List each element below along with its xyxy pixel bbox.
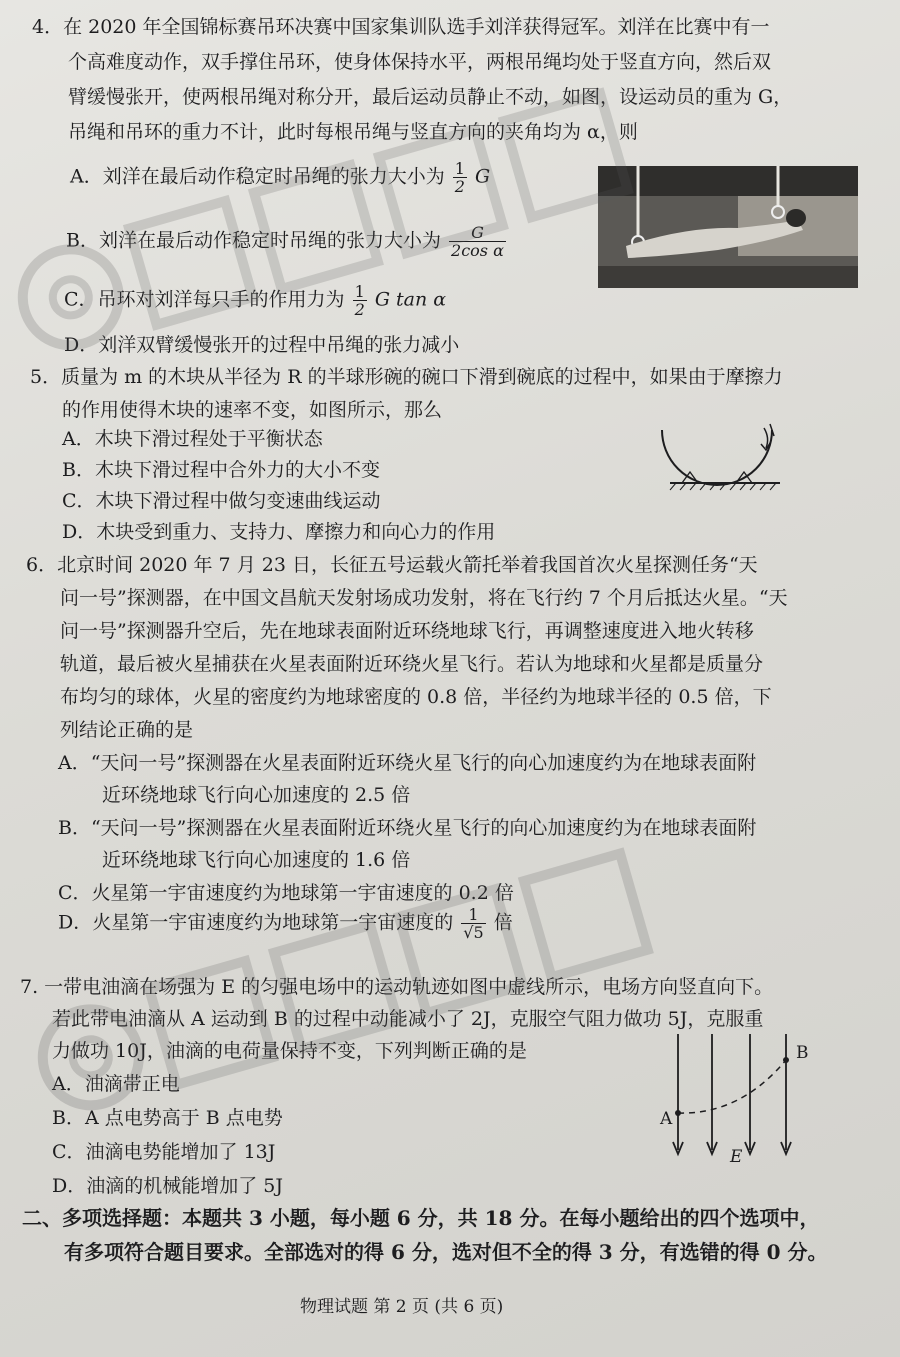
- q7-line-3: 力做功 10J，油滴的电荷量保持不变，下列判断正确的是: [52, 1040, 527, 1062]
- q6-line-3: 问一号”探测器升空后，先在地球表面附近环绕地球飞行，再调整速度进入地火转移: [60, 620, 754, 642]
- q5-line-2: 的作用使得木块的速率不变，如图所示，那么: [62, 399, 443, 421]
- bowl-diagram: [640, 410, 800, 500]
- q6-option-b-line-1: B．“天问一号”探测器在火星表面附近环绕火星飞行的向心加速度约为在地球表面附: [58, 817, 757, 839]
- point-a-label: A: [660, 1109, 673, 1129]
- q5-option-a: A．木块下滑过程处于平衡状态: [62, 428, 323, 450]
- q4-option-d: D．刘洋双臂缓慢张开的过程中吊绳的张力减小: [64, 334, 460, 356]
- q4-line-2: 个高难度动作，双手撑住吊环，使身体保持水平，两根吊绳均处于竖直方向，然后双: [68, 51, 772, 73]
- q7-line-1: 7. 一带电油滴在场强为 E 的匀强电场中的运动轨迹如图中虚线所示，电场方向竖直向下。: [20, 976, 774, 998]
- q4-line-4: 吊绳和吊环的重力不计，此时每根吊绳与竖直方向的夹角均为 α，则: [68, 121, 638, 143]
- q5-line-1: 5．质量为 m 的木块从半径为 R 的半球形碗的碗口下滑到碗底的过程中，如果由于摩擦力: [30, 366, 783, 388]
- q4-option-a-tail: G: [475, 165, 491, 188]
- frac-den: 2: [454, 177, 465, 196]
- q5-option-d: D．木块受到重力、支持力、摩擦力和向心力的作用: [62, 521, 496, 543]
- frac-den: 2cos α: [451, 241, 504, 260]
- section-2-line-1: 二、多项选择题：本题共 3 小题，每小题 6 分，共 18 分。在每小题给出的四个选项中，: [22, 1206, 820, 1230]
- frac-num: 1: [454, 159, 465, 178]
- q7-option-c: C．油滴电势能增加了 13J: [52, 1141, 276, 1163]
- frac-num: G: [449, 224, 506, 242]
- q6-line-2: 问一号”探测器，在中国文昌航天发射场成功发射，将在飞行约 7 个月后抵达火星。“天: [60, 587, 788, 609]
- q4-line-3: 臂缓慢张开，使两根吊绳对称分开，最后运动员静止不动，如图，设运动员的重为 G，: [68, 86, 793, 108]
- q7-line-2: 若此带电油滴从 A 运动到 B 的过程中动能减小了 2J，克服空气阻力做功 5J，克服重: [52, 1008, 764, 1030]
- q6-option-c: C．火星第一宇宙速度约为地球第一宇宙速度的 0.2 倍: [58, 882, 514, 904]
- q4-option-c-tail: G tan α: [374, 288, 447, 311]
- q6-option-a-line-1: A．“天问一号”探测器在火星表面附近环绕火星飞行的向心加速度约为在地球表面附: [58, 752, 757, 774]
- q6-line-1: 6．北京时间 2020 年 7 月 23 日，长征五号运载火箭托举着我国首次火星探测任务“天: [26, 554, 758, 576]
- q7-option-a: A．油滴带正电: [52, 1073, 180, 1095]
- q4-option-c-text: C．吊环对刘洋每只手的作用力为: [64, 288, 345, 311]
- q4-option-a-text: A．刘洋在最后动作稳定时吊绳的张力大小为: [70, 165, 445, 188]
- q7-option-b: B．A 点电势高于 B 点电势: [52, 1107, 283, 1129]
- page-footer: 物理试题 第 2 页 (共 6 页): [300, 1297, 504, 1317]
- q5-option-c: C．木块下滑过程中做匀变速曲线运动: [62, 490, 381, 512]
- point-b-label: B: [796, 1043, 809, 1063]
- q6-line-5: 布均匀的球体，火星的密度约为地球密度的 0.8 倍，半径约为地球半径的 0.5 倍，下: [60, 686, 772, 708]
- q7-option-d: D．油滴的机械能增加了 5J: [52, 1175, 283, 1197]
- q6-option-b-line-2: 近环绕地球飞行向心加速度的 1.6 倍: [102, 849, 411, 871]
- q6-option-a-line-2: 近环绕地球飞行向心加速度的 2.5 倍: [102, 784, 411, 806]
- q6-option-d-tail: 倍: [493, 911, 513, 934]
- q6-line-6: 列结论正确的是: [60, 719, 194, 741]
- frac-num: 1: [354, 282, 365, 301]
- q6-line-4: 轨道，最后被火星捕获在火星表面附近环绕火星飞行。若认为地球和火星都是质量分: [60, 653, 764, 675]
- frac-den: √5: [463, 923, 484, 942]
- frac-num: 1: [461, 906, 485, 924]
- q4-option-b-text: B．刘洋在最后动作稳定时吊绳的张力大小为: [66, 229, 441, 252]
- q4-line-1: 4．在 2020 年全国锦标赛吊环决赛中国家集训队选手刘洋获得冠军。刘洋在比赛中有一: [32, 16, 770, 38]
- q6-option-d-text: D．火星第一宇宙速度约为地球第一宇宙速度的: [58, 911, 454, 934]
- frac-den: 2: [354, 300, 365, 319]
- electric-field-diagram: [650, 1030, 830, 1170]
- q5-option-b: B．木块下滑过程中合外力的大小不变: [62, 459, 380, 481]
- section-2-line-2: 有多项符合题目要求。全部选对的得 6 分，选对但不全的得 3 分，有选错的得 0 分。: [64, 1240, 828, 1264]
- field-e-label: E: [730, 1147, 743, 1167]
